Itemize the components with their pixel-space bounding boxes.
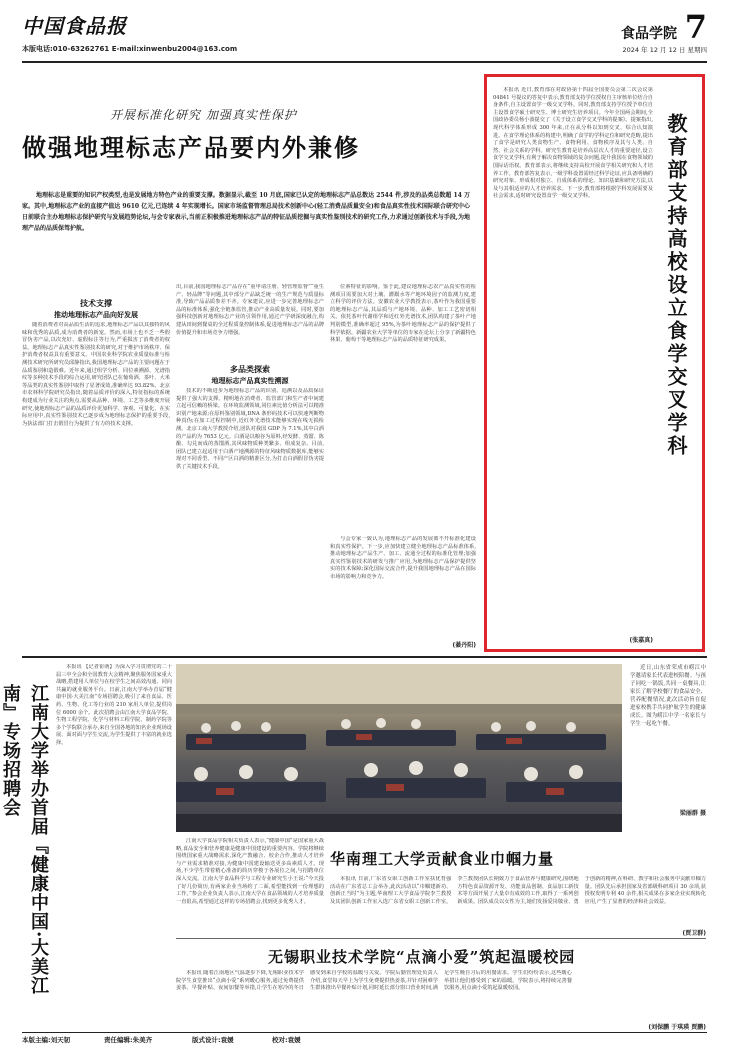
subhead-tech-support-line2: 推动地理标志产品向好发展 xyxy=(54,311,138,319)
footer-proof: 校对:袁媛 xyxy=(272,1036,301,1044)
subhead-tech-support: 技术支撑 xyxy=(80,299,112,308)
sidebar-byline: (张嘉真) xyxy=(629,637,653,644)
jiangnan-title: 江南大学举办首届『健康中国·大美江南』专场招聘会 xyxy=(0,684,49,996)
wuxi-body: 本报讯 随着江南地区气温逐步下降,无锡职业技术学院学生食堂推出“点滴小爱”系列暖心服务,通过免费提供姜茶、早餐补贴、夜间加餐等举措,让学生在寒冷的冬日感受到来自学校的温暖与关爱。学院后勤管理处负责人介绍,食堂每天早上为学生免费提供热姜茶,并针对困难学生群体推出早餐补贴计划,同时延长部分窗口营业时间,满足学生晚自习后的用餐需求。学生们纷纷表示,这些暖心举措让他们感受到了家的温暖。学院表示,将持续完善餐饮服务,用点滴小爱筑起温暖校园。 xyxy=(176,970,572,992)
lead-column-1: 随着消费者对高品质生活的追求,地理标志产品以其独特的风味和优秀的品质,成为消费者的新宠。然而,市场上也不乏一些假冒伪劣产品,以次充好、虚假标注等行为,严重损害了消费者的权益。地理标志产品真实性鉴别技术的研究,对于维护市场秩序、保护消费者权益具有重要意义。中国农业科学院农业质量标准与检测技术研究所研究员邱静指出,我国地理标志产品的主要问题在于品质鉴别和造假难。近年来,通过组学分析、同位素溯源、光谱指纹等多种技术手段的综合运用,研究团队已在葡萄酒、茶叶、大米等品类的真实性鉴别中取得了显著成效,准确率达 93.82%。北京市农林科学院研究员指出,随着品质评价的深入,特征指标的系统构建成为行业关注的焦点,需要从品种、环境、工艺等多维度开展研究,使地理标志产品的品质评价更加科学、客观、可量化。在实际应用中,真实性鉴别技术已逐步成为地理标志保护的重要手段,为执法部门打击假冒行为提供了有力的技术支撑。 xyxy=(22,322,170,427)
jiangnan-column-1: 本报讯 【记者崔萌】为深入学习贯彻党的二十届三中全会和全国教育大会精神,聚焦服务国家重大战略,搭建用人单位与在校学生之间高效沟通、同向共赢的就业服务平台。日前,江南大学举办首届“健康中国·大美江南”专场招聘会,吸引了来自食品、医药、生物、化工等行业的 210 家用人单位,提供岗位 6000 余个。此次招聘会由江南大学食品学院、生物工程学院、化学与材料工程学院、制药学院等多个学院联合承办,来自全国各地的知名企业现场设展、面对面与学生交流,为学生提供了丰富的就业选择。 xyxy=(56,664,172,746)
masthead xyxy=(22,8,707,64)
lead-headline: 做强地理标志产品要内外兼修 xyxy=(22,133,360,162)
cafeteria-photo xyxy=(176,664,622,832)
footer-bar xyxy=(22,1035,707,1047)
wuxi-title: 无锡职业技术学院“点滴小爱”筑起温暖校园 xyxy=(268,948,576,966)
lead-kicker: 开展标准化研究 加强真实性保护 xyxy=(110,108,297,122)
newspaper-logo: 中国食品报 xyxy=(22,14,127,38)
editor-contact: 本版电话:010-63262761 E-mail:xinwenbu2004@163.com xyxy=(22,45,238,53)
section-divider xyxy=(22,656,707,658)
lead-intro: 地理标志是重要的知识产权类型,也是发展地方特色产业的重要支撑。数据显示,截至 10 月底,国家已认定的地理标志产品总数达 2544 件,涉及的品类总数超 14 万家。其中,地理标志产业的直接产值达 9610 亿元,已连续 4 年实现增长。国家市场监督管理总局技术创新中心(轻工消费品质量安全)和食品真实性技术国际联合研究中心日前联合主办地理标志保护研究与发展趋势论坛,与会专家表示,当前正积极推进地理标志产品的特征品质挖掘与真实性鉴别技术的研究工作,力求通过创新技术与手段,为地理产品的品质保驾护航。 xyxy=(22,192,470,232)
footer-duty-editor: 责任编辑:朱美齐 xyxy=(104,1036,153,1044)
subhead-multi-category: 多品类探索 xyxy=(230,365,270,374)
huanan-body: 本报讯 日前,广东省女职工创新工作室扶优育强活动在广东省总工会举办,此次活动以“巾帼建新功、创新正当时”为主题,华南理工大学食品学院李兰教授及其团队创新工作室入选广东省女职工创新工作室。李兰教授团队长期致力于食品营养与健康研究,围绕地方特色食品资源开发、功能食品创制、食品加工新技术等方面开展了大量卓有成效的工作,取得了一系列创新成果。团队成员以女性为主,她们发扬爱岗敬业、勇于创新的精神,在科研、教学和社会服务中贡献巾帼力量。团队先后承担国家及省部级科研项目 30 余项,获授权发明专利 40 余件,相关成果在多家企业实现转化应用,产生了显著的经济和社会效益。 xyxy=(330,876,706,905)
photo-credit: 梁丽群 摄 xyxy=(679,810,706,817)
huanan-byline: (贾卫群) xyxy=(682,930,706,937)
footer-editor: 本版主编:刘天韧 xyxy=(22,1036,71,1044)
lead-column-3: 位素特征的影响。鉴于此,建议地理标志农产品真实性的检测项目需要加大对土壤、灌溉水等产地环境因子的监测力度,建立科学的评价方法。安徽农业大学教授表示,茶叶作为我国重要的地理标志产品,其品质与产地环境、品种、加工工艺密切相关。依托茶叶代谢组学和近红外光谱技术,团队构建了茶叶产地判别模型,准确率超过 95%,为茶叶地理标志产品的保护提供了科学依据。新疆农业大学等单位的专家在论坛上分享了新疆特色林果、葡萄干等地理标志产品的品质特征研究成果。 xyxy=(330,284,476,344)
sidebar-title: 教育部支持高校设立食学交叉学科 xyxy=(664,113,688,458)
issue-date: 2024 年 12 月 12 日 星期四 xyxy=(622,46,707,54)
lead-column-2: 出,目前,我国地理标志产品存在“重申请注册、轻管理监督”“重生产、轻品牌”等问题,其中部分产品缺乏统一的生产规范与质量标准,导致产品品质参差不齐。专家建议,应进一步完善地理标志产品的标准体系,强化全链条监管,推动产业高质量发展。同时,要加强科技创新对地理标志产业的引领作用,通过产学研深度融合,构建从田间到餐桌的全过程质量控制体系,促进地理标志产品的品牌价值提升和市场竞争力增强。 xyxy=(176,284,324,336)
sidebar-body: 本报讯 近日,教育部在对政协第十四届全国委员会第二次会议第 04841 号提议的答复中表示,教育部支持学位授权自主审核单位结合自身条件,自主设置食学一级交叉学科。同时,教育部支持学位授予单位自主设置食学硕士研究生、博士研究生培养项目。今年全国两会期间,全国政协委员杨小波提交了《关于设立食学交叉学科的提案》。提案指出,现代科学体系形成 300 年来,正在从分科以知到交叉、综合认知演进。在食学理论体系的构建中,明确了食学的学科定位和研究范畴,提出了食学是研究人类食物生产、食物利用、食物秩序及其与人类、自然、社会关系的学科。研究生教育是培养高层次人才的重要途径,设立食学交叉学科,有利于解决食物领域的复杂问题,提升我国在食物领域的国际话语权。教育部表示,将继续支持高校开展食学相关研究和人才培养工作。教育部答复表示,一级学科设置需经过科学论证,应具备明确的研究对象、形成相对独立、自成体系的理论、知识基础和研究方法,以及与其相适应的人才培养需求。下一步,教育部将根据学科发展需要及社会需求,适时研究设置食学一级交叉学科。 xyxy=(493,87,653,200)
subhead-multi-category-line2: 地理标志产品真实性溯源 xyxy=(211,377,289,385)
wuxi-divider xyxy=(176,938,706,939)
section-name: 食品学院 xyxy=(621,26,677,42)
jiangnan-column-2: 江南大学食品学院相关负责人表示,“健康中国”是国家重大战略,食品安全和营养健康是健康中国建设的重要内容。学院将继续围绕国家重大战略需求,深化产教融合、校企合作,推动人才培养与产业需求精准对接,为健康中国建设输送更多高素质人才。现场,不少学生带着精心准备的简历穿梭于各展位之间,与招聘单位深入交流。江南大学食品科学与工程专业研究生小王说:“今天投了好几份简历,有两家企业当场约了二面,希望能找到一份理想的工作。”参会企业负责人表示,江南大学在食品领域的人才培养质量一直很高,希望通过这样的专场招聘会,找到更多优秀人才。 xyxy=(176,838,324,905)
lead-byline: (綦丹阳) xyxy=(452,642,476,649)
sidebar-news-box xyxy=(484,74,705,652)
footer-designer: 版式设计:袁媛 xyxy=(192,1036,234,1044)
huanan-title: 华南理工大学贡献食业巾帼力量 xyxy=(330,850,555,868)
cafeteria-scene-icon xyxy=(176,664,622,832)
photo-caption: 近日,山东省荣成市崂江中学邀请家长代表进校陪餐。与孩子同吃一锅饭,共同一桌餐具,让家长了解学校餐厅的食品安全、营养配餐情况,此次活动旨在促进家校携手共同护航学生的健康成长。图为崂江中学一名家长与学生一起吃午餐。 xyxy=(630,665,706,727)
lead-column-2b: 技术的不断进步为地理标志产品的识别、追溯以及品质保证提供了强大的支撑。精明地在消费者、监管部门和生产者中间建立起可信赖的桥梁。在环境监测领域,同位素比值分析法可以精准识别产地来源;在原料鉴别领域,DNA 条形码技术可以快速判断物种真伪;在加工过程控制中,近红外光谱技术能够实现在线无损检测。北京工商大学教授介绍,团队对我国 GDP 为 7.1%,其中白酒的产品约为 7653 亿元。白酒是以粮谷为原料,经发酵、蒸馏、陈酿、勾兑而成的蒸馏酒,其风味物质种类繁多、组成复杂。目前,团队已建立起适用于白酒产地溯源的特征风味物质数据库,能够实现对不同香型、不同产区白酒的精准区分,为打击白酒假冒伪劣提供了关键技术手段。 xyxy=(176,388,324,470)
footer-rule xyxy=(22,1032,707,1033)
page-number: 7 xyxy=(684,8,707,46)
masthead-rule xyxy=(22,61,707,63)
lead-column-3b: 与会专家一致认为,地理标志产品的发展离不开标准化建设和真实性保护。下一步,应加快建立健全地理标志产品标准体系,推动地理标志产品生产、加工、流通全过程的标准化管理;加强真实性鉴别技术的研发与推广应用,为地理标志产品保护提供坚实的技术保障;深化国际交流合作,提升我国地理标志产品在国际市场的影响力和竞争力。 xyxy=(330,536,476,580)
wuxi-byline: (刘保鹏 于琪瑛 贾鹏) xyxy=(648,1024,706,1031)
